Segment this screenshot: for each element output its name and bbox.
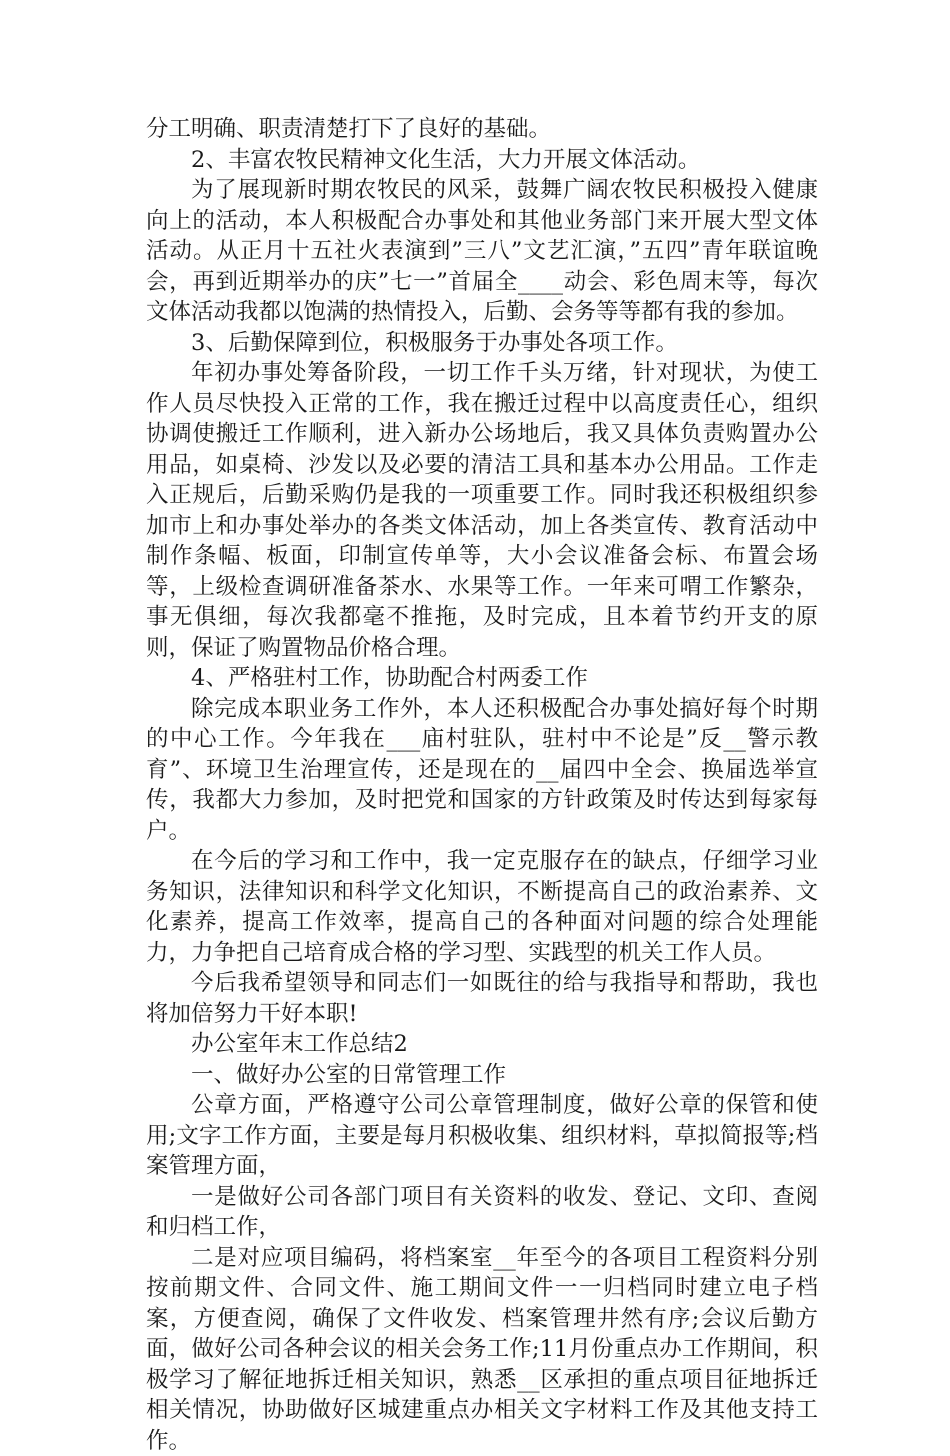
document-title: 办公室年末工作总结2 (146, 1029, 818, 1060)
paragraph: 为了展现新时期农牧民的风采，鼓舞广阔农牧民积极投入健康向上的活动，本人积极配合办事处和其他业务部门来开展大型文体活动。从正月十五社火表演到”三八”文艺汇演，”五四”青年联谊晚会，再到近期举办的庆”七一”首届全____动会、彩色周末等，每次文体活动我都以饱满的热情投入，后勤、会务等等都有我的参加。 (146, 175, 818, 328)
paragraph: 在今后的学习和工作中，我一定克服存在的缺点，仔细学习业务知识，法律知识和科学文化知识，不断提高自己的政治素养、文化素养，提高工作效率，提高自己的各种面对问题的综合处理能力，力争把自己培育成合格的学习型、实践型的机关工作人员。 (146, 846, 818, 968)
paragraph: 除完成本职业务工作外，本人还积极配合办事处搞好每个时期的中心工作。今年我在___庙村驻队，驻村中不论是”反__警示教育”、环境卫生治理宣传，还是现在的__届四中全会、换届选举宣传，我都大力参加，及时把党和国家的方针政策及时传达到每家每户。 (146, 694, 818, 847)
section-heading: 3、后勤保障到位，积极服务于办事处各项工作。 (146, 328, 818, 359)
document-body (146, 114, 818, 1456)
paragraph: 二是对应项目编码，将档案室__年至今的各项目工程资料分别按前期文件、合同文件、施工期间文件一一归档同时建立电子档案，方便查阅，确保了文件收发、档案管理井然有序;会议后勤方面，做好公司各种会议的相关会务工作;11月份重点办工作期间，积极学习了解征地拆迁相关知识，熟悉__区承担的重点项目征地拆迁相关情况，协助做好区城建重点办相关文字材料工作及其他支持工作。 (146, 1243, 818, 1456)
paragraph: 一是做好公司各部门项目有关资料的收发、登记、文印、查阅和归档工作， (146, 1182, 818, 1243)
paragraph: 公章方面，严格遵守公司公章管理制度，做好公章的保管和使用;文字工作方面，主要是每月积极收集、组织材料，草拟简报等;档案管理方面， (146, 1090, 818, 1182)
section-heading: 2、丰富农牧民精神文化生活，大力开展文体活动。 (146, 145, 818, 176)
paragraph: 今后我希望领导和同志们一如既往的给与我指导和帮助，我也将加倍努力干好本职! (146, 968, 818, 1029)
paragraph: 年初办事处筹备阶段，一切工作千头万绪，针对现状，为使工作人员尽快投入正常的工作，我在搬迁过程中以高度责任心，组织协调使搬迁工作顺利，进入新办公场地后，我又具体负责购置办公用品，如桌椅、沙发以及必要的清洁工具和基本办公用品。工作走入正规后，后勤采购仍是我的一项重要工作。同时我还积极组织参加市上和办事处举办的各类文体活动，加上各类宣传、教育活动中制作条幅、板面，印制宣传单等，大小会议准备会标、布置会场等，上级检查调研准备茶水、水果等工作。一年来可喟工作繁杂，事无俱细，每次我都毫不推拖，及时完成，且本着节约开支的原则，保证了购置物品价格合理。 (146, 358, 818, 663)
section-heading: 4、严格驻村工作，协助配合村两委工作 (146, 663, 818, 694)
section-heading: 一、做好办公室的日常管理工作 (146, 1060, 818, 1091)
paragraph: 分工明确、职责清楚打下了良好的基础。 (146, 114, 818, 145)
